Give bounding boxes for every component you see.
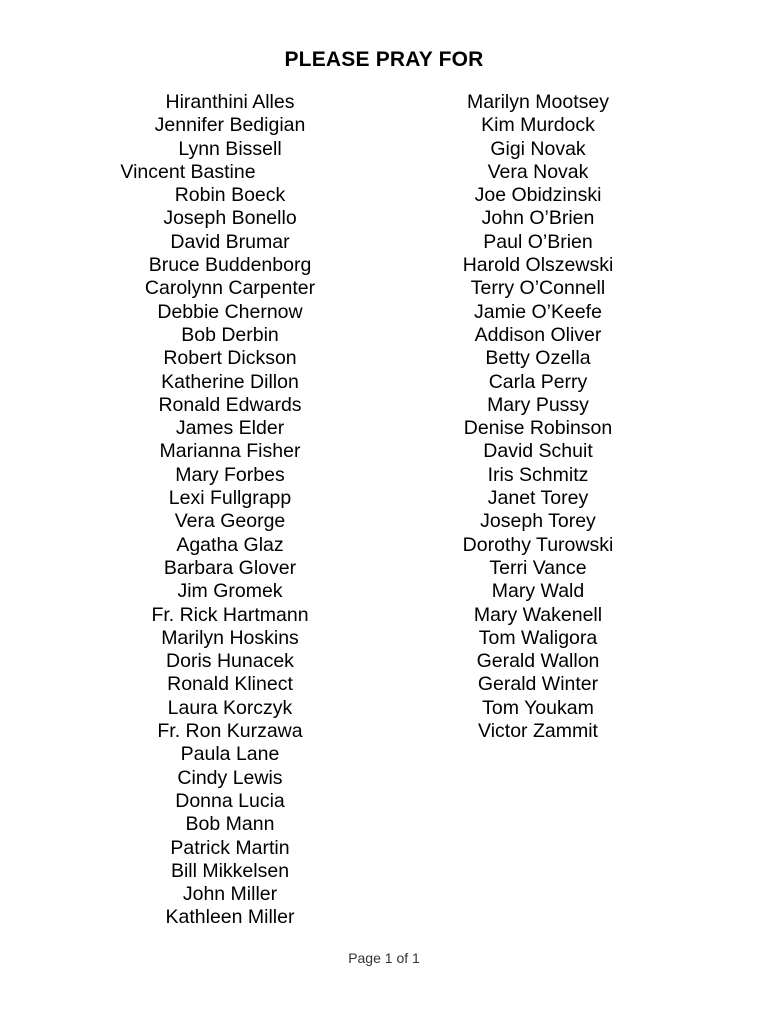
list-item: Tom Waligora [478, 626, 598, 649]
list-item: Bill Mikkelsen [170, 859, 290, 882]
list-item: Harold Olszewski [462, 254, 614, 277]
list-item: John Miller [182, 883, 278, 906]
list-item: Patrick Martin [170, 836, 290, 859]
page-number: Page 1 of 1 [348, 950, 420, 966]
name-list-left [80, 91, 380, 930]
list-item: Robin Boeck [174, 184, 286, 207]
name-list-right [388, 91, 688, 743]
list-item: Carolynn Carpenter [144, 277, 316, 300]
list-item: Robert Dickson [163, 347, 297, 370]
list-item: Terry O’Connell [470, 277, 606, 300]
list-item: Joe Obidzinski [474, 184, 602, 207]
list-item: Ronald Edwards [158, 393, 302, 416]
list-item: Bob Mann [185, 813, 275, 836]
list-item: Tom Youkam [482, 696, 594, 719]
list-item: Terri Vance [489, 556, 587, 579]
list-item: Hiranthini Alles [165, 91, 295, 113]
list-item: Ronald Klinect [167, 673, 293, 696]
list-item: Agatha Glaz [176, 533, 284, 556]
list-item: Jim Gromek [177, 580, 283, 603]
list-item: Denise Robinson [463, 417, 613, 440]
list-item: Carla Perry [488, 370, 588, 393]
list-item: Barbara Glover [163, 556, 297, 579]
list-item: John O’Brien [481, 207, 595, 230]
list-item: Vera George [174, 510, 286, 533]
list-item: Mary Wakenell [473, 603, 603, 626]
list-item: Debbie Chernow [157, 300, 303, 323]
list-item: Iris Schmitz [487, 463, 589, 486]
list-item: Fr. Rick Hartmann [151, 603, 309, 626]
list-item: Jamie O’Keefe [474, 300, 602, 323]
list-item: Jennifer Bedigian [154, 114, 306, 137]
list-item: Donna Lucia [175, 789, 285, 812]
list-item: James Elder [175, 417, 285, 440]
list-item: Gigi Novak [490, 137, 586, 160]
list-item: Paul O’Brien [483, 230, 593, 253]
list-item: Joseph Torey [480, 510, 596, 533]
list-item: Bob Derbin [181, 323, 279, 346]
list-item: Mary Forbes [175, 463, 285, 486]
list-item: Joseph Bonello [163, 207, 297, 230]
list-item: Dorothy Turowski [462, 533, 614, 556]
list-item: Lynn Bissell [178, 137, 282, 160]
list-item: Vera Novak [487, 160, 589, 183]
page-title: PLEASE PRAY FOR [284, 48, 484, 71]
list-item: Betty Ozella [485, 347, 591, 370]
list-item: Marianna Fisher [159, 440, 301, 463]
list-item: Mary Wald [491, 580, 585, 603]
list-item: Kathleen Miller [165, 906, 295, 929]
list-item: Addison Oliver [474, 323, 602, 346]
list-item: Fr. Ron Kurzawa [157, 720, 303, 743]
list-item: Doris Hunacek [166, 650, 294, 673]
list-item: David Brumar [170, 230, 290, 253]
list-item: Gerald Wallon [476, 650, 600, 673]
list-item: Marilyn Mootsey [467, 91, 609, 113]
list-item: Katherine Dillon [161, 370, 299, 393]
list-item: Bruce Buddenborg [148, 254, 312, 277]
list-item: Mary Pussy [487, 393, 589, 416]
list-item: Gerald Winter [477, 673, 599, 696]
list-item: Kim Murdock [481, 114, 595, 137]
list-item: Marilyn Hoskins [161, 626, 299, 649]
list-item: Laura Korczyk [167, 696, 293, 719]
list-item: Lexi Fullgrapp [168, 487, 292, 510]
list-item: Cindy Lewis [177, 766, 283, 789]
list-item: David Schuit [483, 440, 593, 463]
list-item: Victor Zammit [478, 720, 598, 743]
list-item: Janet Torey [487, 487, 589, 510]
list-item: Vincent Bastine [120, 160, 256, 183]
list-item: Paula Lane [180, 743, 280, 766]
